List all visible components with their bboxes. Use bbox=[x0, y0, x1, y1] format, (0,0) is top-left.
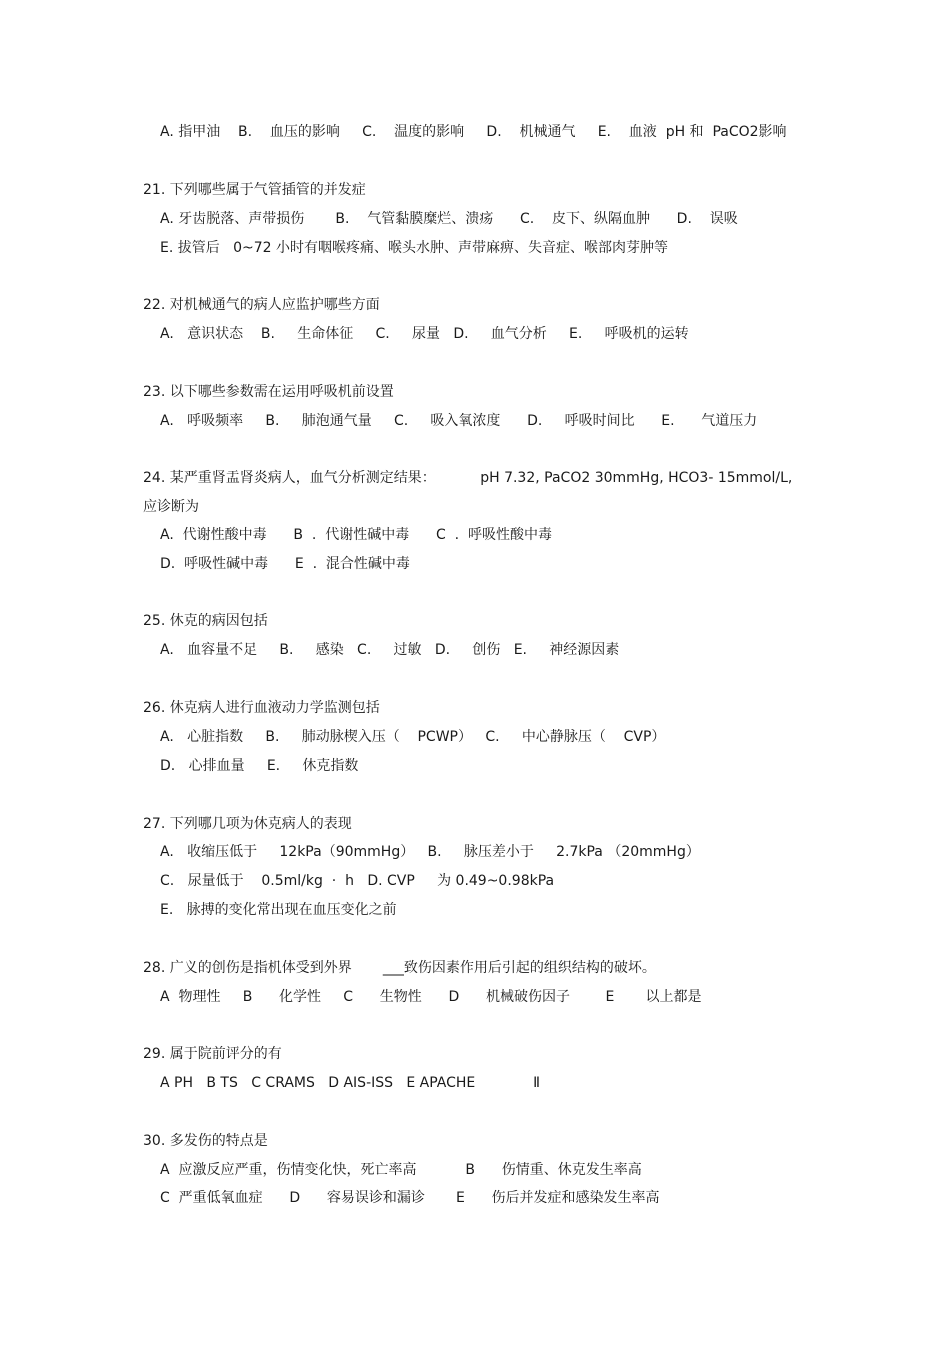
q27-options-line-2: C. 尿量低于 0.5ml/kg · h D. CVP 为 0.49~0.98kPa bbox=[160, 873, 555, 889]
question-25: 25. 休克的病因包括 bbox=[143, 613, 268, 629]
q30-options-line-1: A 应激反应严重，伤情变化快，死亡率高 B 伤情重、休克发生率高 bbox=[160, 1162, 642, 1178]
q24-options-line-1: A. 代谢性酸中毒 B . 代谢性碱中毒 C . 呼吸性酸中毒 bbox=[160, 527, 552, 543]
q23-options: A. 呼吸频率 B. 肺泡通气量 C. 吸入氧浓度 D. 呼吸时间比 E. 气道压力 bbox=[160, 413, 758, 429]
question-21: 21. 下列哪些属于气管插管的并发症 bbox=[143, 182, 366, 198]
q27-options-line-3: E. 脉搏的变化常出现在血压变化之前 bbox=[160, 902, 397, 918]
question-23: 23. 以下哪些参数需在运用呼吸机前设置 bbox=[143, 384, 394, 400]
q25-options: A. 血容量不足 B. 感染 C. 过敏 D. 创伤 E. 神经源因素 bbox=[160, 642, 620, 658]
question-26: 26. 休克病人进行血液动力学监测包括 bbox=[143, 700, 380, 716]
q21-options-line-1: A. 牙齿脱落、声带损伤 B. 气管黏膜糜烂、溃疡 C. 皮下、纵隔血肿 D. 误吸 bbox=[160, 211, 738, 227]
q24-options-line-2: D. 呼吸性碱中毒 E . 混合性碱中毒 bbox=[160, 556, 410, 572]
q20-options: A. 指甲油 B. 血压的影响 C. 温度的影响 D. 机械通气 E. 血液 pH 和 PaCO2影响 bbox=[160, 124, 787, 140]
q21-options-line-2: E. 拔管后 0~72 小时有咽喉疼痛、喉头水肿、声带麻痹、失音症、喉部肉芽肿等 bbox=[160, 240, 668, 256]
q30-options-line-2: C 严重低氧血症 D 容易误诊和漏诊 E 伤后并发症和感染发生率高 bbox=[160, 1190, 660, 1206]
question-30: 30. 多发伤的特点是 bbox=[143, 1133, 268, 1149]
q26-options-line-1: A. 心脏指数 B. 肺动脉楔入压（ PCWP） C. 中心静脉压（ CVP） bbox=[160, 729, 666, 745]
q26-options-line-2: D. 心排血量 E. 休克指数 bbox=[160, 758, 359, 774]
q28-options: A 物理性 B 化学性 C 生物性 D 机械破伤因子 E 以上都是 bbox=[160, 989, 702, 1005]
question-24-line-1: 24. 某严重肾盂肾炎病人，血气分析测定结果： pH 7.32, PaCO2 30mmHg, HCO3- 15mmol/L, bbox=[143, 470, 793, 486]
q29-options: A PH B TS C CRAMS D AIS-ISS E APACHE Ⅱ bbox=[160, 1075, 541, 1091]
question-28: 28. 广义的创伤是指机体受到外界 ___致伤因素作用后引起的组织结构的破坏。 bbox=[143, 960, 656, 976]
question-24-line-2: 应诊断为 bbox=[143, 499, 199, 515]
q22-options: A. 意识状态 B. 生命体征 C. 尿量 D. 血气分析 E. 呼吸机的运转 bbox=[160, 326, 689, 342]
question-22: 22. 对机械通气的病人应监护哪些方面 bbox=[143, 297, 380, 313]
question-27: 27. 下列哪几项为休克病人的表现 bbox=[143, 816, 352, 832]
question-29: 29. 属于院前评分的有 bbox=[143, 1046, 282, 1062]
q27-options-line-1: A. 收缩压低于 12kPa（90mmHg） B. 脉压差小于 2.7kPa （20mmHg） bbox=[160, 844, 700, 860]
